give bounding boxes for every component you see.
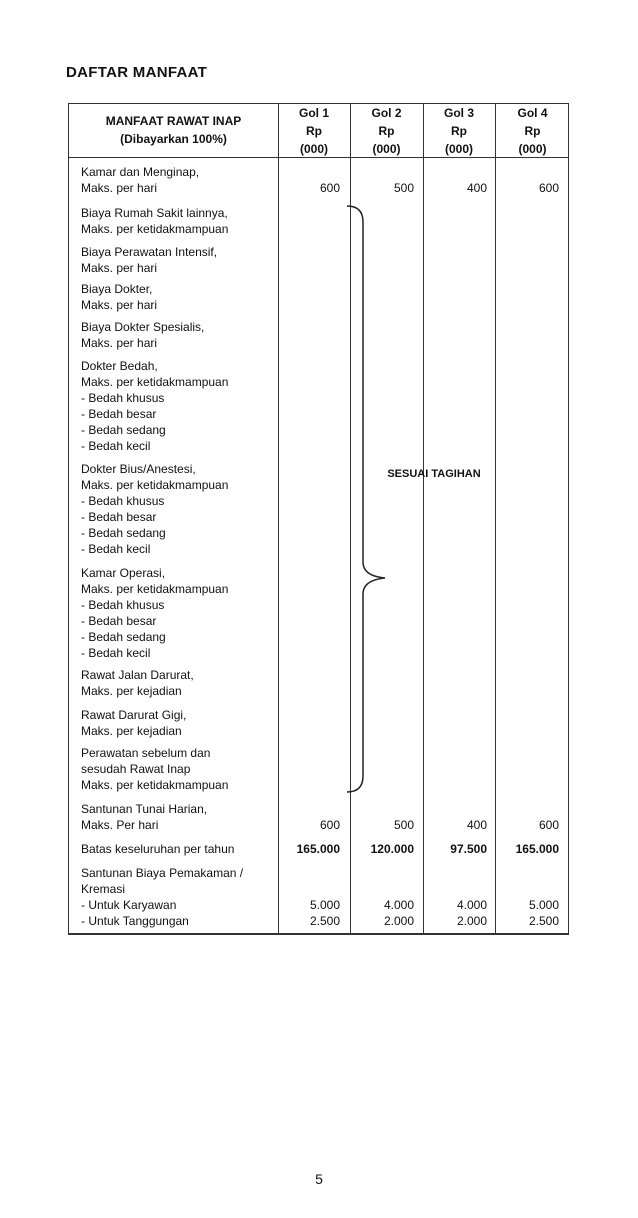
header-gol-unit: (000)	[518, 142, 547, 156]
row-label-darurat: Rawat Jalan Darurat, Maks. per kejadian	[81, 668, 194, 698]
row-label-spesialis: Biaya Dokter Spesialis, Maks. per hari	[81, 320, 205, 350]
header-gol-4	[495, 104, 570, 158]
cell-value: 500	[393, 818, 414, 832]
row-label-dokter: Biaya Dokter, Maks. per hari	[81, 282, 158, 312]
cell-value: 400	[466, 181, 487, 195]
header-gol-label: Gol 3	[443, 106, 474, 120]
header-gol-label: Gol 2	[371, 106, 402, 120]
header-benefit-subtitle: (Dibayarkan 100%)	[120, 132, 227, 146]
header-gol-label: Gol 4	[517, 106, 548, 120]
row-label-gigi: Rawat Darurat Gigi, Maks. per kejadian	[81, 708, 187, 738]
cell-value: 120.000	[370, 842, 414, 856]
cell-value: 500	[393, 181, 414, 195]
row-label-sebelum: Perawatan sebelum dan sesudah Rawat Inap Maks. per ketidakmampuan	[81, 746, 229, 792]
header-gol-currency: Rp	[378, 124, 395, 138]
row-label-pemakaman: Santunan Biaya Pemakaman / Kremasi - Untuk Karyawan - Untuk Tanggungan	[81, 866, 244, 928]
cell-value: 165.000	[515, 842, 559, 856]
header-gol-1	[278, 104, 350, 158]
header-benefit	[69, 112, 278, 148]
column-divider	[278, 104, 279, 933]
header-gol-3	[423, 104, 495, 158]
row-label-intensif: Biaya Perawatan Intensif, Maks. per hari	[81, 245, 218, 275]
header-gol-2	[350, 104, 423, 158]
cell-value: 600	[538, 818, 559, 832]
cell-value: 97.500	[450, 842, 487, 856]
header-gol-currency: Rp	[451, 124, 467, 138]
header-gol-currency: Rp	[524, 124, 541, 138]
column-divider	[495, 104, 496, 933]
cell-value: 5.000 2.500	[309, 898, 340, 928]
header-gol-unit: (000)	[299, 142, 328, 156]
brace-icon	[345, 204, 389, 794]
page-number: 5	[315, 1171, 323, 1187]
row-label-operasi: Kamar Operasi, Maks. per ketidakmampuan - Bedah khusus - Bedah besar - Bedah sedang - Bedah kecil	[81, 566, 229, 660]
cell-value: 4.000 2.000	[383, 898, 414, 928]
header-gol-currency: Rp	[306, 124, 322, 138]
header-gol-label: Gol 1	[298, 106, 329, 120]
benefit-table	[68, 103, 569, 935]
row-label-bedah: Dokter Bedah, Maks. per ketidakmampuan - Bedah khusus - Bedah besar - Bedah sedang - Bedah kecil	[81, 359, 229, 453]
cell-value: 600	[319, 818, 340, 832]
row-label-santunan: Santunan Tunai Harian, Maks. Per hari	[81, 802, 208, 832]
header-gol-unit: (000)	[444, 142, 473, 156]
row-label-bius: Dokter Bius/Anestesi, Maks. per ketidakmampuan - Bedah khusus - Bedah besar - Bedah sedang - Bedah kecil	[81, 462, 229, 556]
row-label-kamar: Kamar dan Menginap, Maks. per hari	[81, 165, 200, 195]
row-label-batas: Batas keseluruhan per tahun	[81, 842, 235, 856]
cell-value: 165.000	[296, 842, 340, 856]
sesuai-tagihan-label: SESUAI TAGIHAN	[387, 468, 481, 480]
cell-value: 600	[319, 181, 340, 195]
cell-value: 600	[538, 181, 559, 195]
cell-value: 4.000 2.000	[456, 898, 487, 928]
cell-value: 400	[466, 818, 487, 832]
header-gol-unit: (000)	[372, 142, 401, 156]
header-benefit-title: MANFAAT RAWAT INAP	[105, 114, 242, 128]
row-label-biaya-rs: Biaya Rumah Sakit lainnya, Maks. per ketidakmampuan	[81, 206, 229, 236]
cell-value: 5.000 2.500	[528, 898, 559, 928]
page-title: DAFTAR MANFAAT	[66, 64, 208, 81]
column-divider	[423, 104, 424, 933]
